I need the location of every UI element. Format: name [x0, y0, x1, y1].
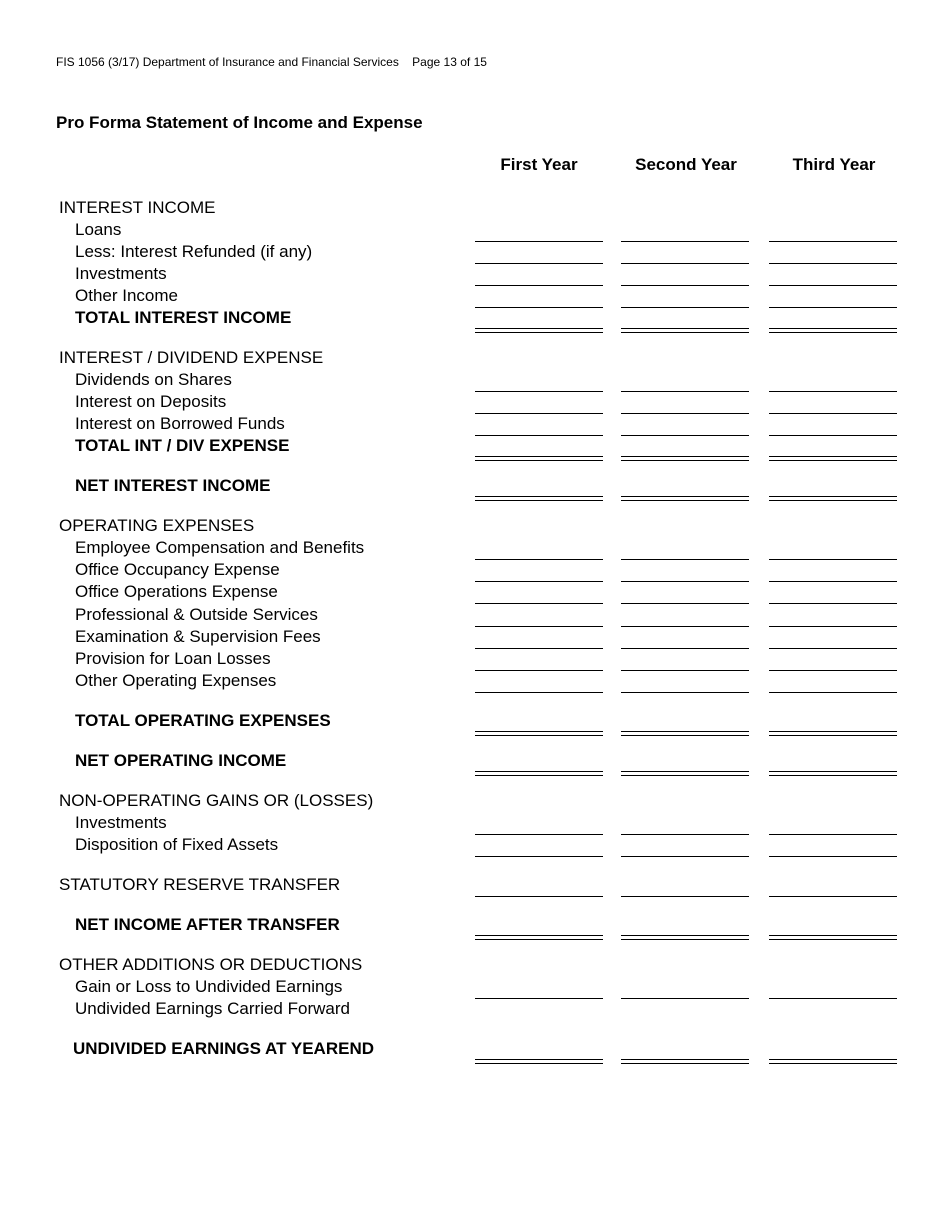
entry-line-investments-second-year[interactable]	[621, 834, 749, 835]
entry-line-investments-first-year[interactable]	[475, 834, 603, 835]
entry-line-employee-compensation-and-benefits-third-year[interactable]	[769, 559, 897, 560]
entry-line-other-operating-expenses-third-year[interactable]	[769, 692, 897, 693]
entry-line-other-income-second-year[interactable]	[621, 307, 749, 308]
entry-line-other-income-first-year[interactable]	[475, 307, 603, 308]
entry-line-total-interest-income-first-year[interactable]	[475, 328, 603, 333]
entry-line-statutory-reserve-transfer-third-year[interactable]	[769, 896, 897, 897]
entry-line-examination-supervision-fees-third-year[interactable]	[769, 648, 897, 649]
entry-line-loans-second-year[interactable]	[621, 241, 749, 242]
column-header-third-year: Third Year	[792, 155, 876, 174]
row-label-dividends-on-shares: Dividends on Shares	[75, 370, 232, 389]
entry-line-interest-on-deposits-third-year[interactable]	[769, 413, 897, 414]
entry-line-less-interest-refunded-if-any-second-year[interactable]	[621, 263, 749, 264]
entry-line-total-interest-income-second-year[interactable]	[621, 328, 749, 333]
entry-line-less-interest-refunded-if-any-third-year[interactable]	[769, 263, 897, 264]
row-label-total-interest-income: TOTAL INTEREST INCOME	[75, 308, 292, 327]
entry-line-statutory-reserve-transfer-first-year[interactable]	[475, 896, 603, 897]
entry-line-net-operating-income-second-year[interactable]	[621, 771, 749, 776]
row-label-interest-on-borrowed-funds: Interest on Borrowed Funds	[75, 414, 285, 433]
entry-line-loans-first-year[interactable]	[475, 241, 603, 242]
row-label-net-operating-income: NET OPERATING INCOME	[75, 751, 287, 770]
row-label-operating-expenses: OPERATING EXPENSES	[59, 516, 255, 535]
form-header: FIS 1056 (3/17) Department of Insurance and Financial Services Page 13 of 15	[56, 55, 487, 69]
entry-line-net-income-after-transfer-first-year[interactable]	[475, 935, 603, 940]
row-label-total-int-div-expense: TOTAL INT / DIV EXPENSE	[75, 436, 290, 455]
entry-line-total-int-div-expense-first-year[interactable]	[475, 456, 603, 461]
row-label-professional-outside-services: Professional & Outside Services	[75, 605, 318, 624]
entry-line-interest-on-borrowed-funds-first-year[interactable]	[475, 435, 603, 436]
entry-line-undivided-earnings-at-yearend-third-year[interactable]	[769, 1059, 897, 1064]
entry-line-office-operations-expense-first-year[interactable]	[475, 603, 603, 604]
entry-line-office-occupancy-expense-third-year[interactable]	[769, 581, 897, 582]
row-label-investments: Investments	[75, 813, 167, 832]
entry-line-loans-third-year[interactable]	[769, 241, 897, 242]
entry-line-total-operating-expenses-first-year[interactable]	[475, 731, 603, 736]
entry-line-undivided-earnings-at-yearend-second-year[interactable]	[621, 1059, 749, 1064]
row-label-employee-compensation-and-benefits: Employee Compensation and Benefits	[75, 538, 365, 557]
row-label-net-income-after-transfer: NET INCOME AFTER TRANSFER	[75, 915, 340, 934]
entry-line-dividends-on-shares-first-year[interactable]	[475, 391, 603, 392]
entry-line-other-operating-expenses-first-year[interactable]	[475, 692, 603, 693]
entry-line-disposition-of-fixed-assets-first-year[interactable]	[475, 856, 603, 857]
row-label-investments: Investments	[75, 264, 167, 283]
entry-line-investments-third-year[interactable]	[769, 285, 897, 286]
row-label-examination-supervision-fees: Examination & Supervision Fees	[75, 627, 321, 646]
entry-line-less-interest-refunded-if-any-first-year[interactable]	[475, 263, 603, 264]
entry-line-gain-or-loss-to-undivided-earnings-second-year[interactable]	[621, 998, 749, 999]
entry-line-undivided-earnings-at-yearend-first-year[interactable]	[475, 1059, 603, 1064]
entry-line-investments-first-year[interactable]	[475, 285, 603, 286]
row-label-office-occupancy-expense: Office Occupancy Expense	[75, 560, 280, 579]
row-label-other-additions-or-deductions: OTHER ADDITIONS OR DEDUCTIONS	[59, 955, 363, 974]
entry-line-professional-outside-services-second-year[interactable]	[621, 626, 749, 627]
entry-line-interest-on-borrowed-funds-second-year[interactable]	[621, 435, 749, 436]
entry-line-total-operating-expenses-second-year[interactable]	[621, 731, 749, 736]
row-label-net-interest-income: NET INTEREST INCOME	[75, 476, 271, 495]
entry-line-total-int-div-expense-second-year[interactable]	[621, 456, 749, 461]
entry-line-employee-compensation-and-benefits-first-year[interactable]	[475, 559, 603, 560]
entry-line-disposition-of-fixed-assets-third-year[interactable]	[769, 856, 897, 857]
row-label-interest-dividend-expense: INTEREST / DIVIDEND EXPENSE	[59, 348, 324, 367]
row-label-other-income: Other Income	[75, 286, 178, 305]
entry-line-examination-supervision-fees-second-year[interactable]	[621, 648, 749, 649]
entry-line-total-operating-expenses-third-year[interactable]	[769, 731, 897, 736]
entry-line-employee-compensation-and-benefits-second-year[interactable]	[621, 559, 749, 560]
row-label-less-interest-refunded-if-any: Less: Interest Refunded (if any)	[75, 242, 313, 261]
row-label-interest-income: INTEREST INCOME	[59, 198, 216, 217]
row-label-office-operations-expense: Office Operations Expense	[75, 582, 278, 601]
row-label-interest-on-deposits: Interest on Deposits	[75, 392, 227, 411]
entry-line-office-operations-expense-third-year[interactable]	[769, 603, 897, 604]
entry-line-professional-outside-services-third-year[interactable]	[769, 626, 897, 627]
row-label-undivided-earnings-carried-forward: Undivided Earnings Carried Forward	[75, 999, 350, 1018]
row-label-other-operating-expenses: Other Operating Expenses	[75, 671, 277, 690]
entry-line-statutory-reserve-transfer-second-year[interactable]	[621, 896, 749, 897]
row-label-gain-or-loss-to-undivided-earnings: Gain or Loss to Undivided Earnings	[75, 977, 343, 996]
entry-line-total-int-div-expense-third-year[interactable]	[769, 456, 897, 461]
entry-line-office-occupancy-expense-second-year[interactable]	[621, 581, 749, 582]
entry-line-office-occupancy-expense-first-year[interactable]	[475, 581, 603, 582]
entry-line-investments-third-year[interactable]	[769, 834, 897, 835]
entry-line-dividends-on-shares-third-year[interactable]	[769, 391, 897, 392]
row-label-non-operating-gains-or-losses: NON-OPERATING GAINS OR (LOSSES)	[59, 791, 374, 810]
column-header-first-year: First Year	[500, 155, 578, 174]
column-header-second-year: Second Year	[635, 155, 737, 174]
entry-line-total-interest-income-third-year[interactable]	[769, 328, 897, 333]
entry-line-examination-supervision-fees-first-year[interactable]	[475, 648, 603, 649]
entry-line-professional-outside-services-first-year[interactable]	[475, 626, 603, 627]
row-label-undivided-earnings-at-yearend: UNDIVIDED EARNINGS AT YEAREND	[73, 1039, 374, 1058]
row-label-disposition-of-fixed-assets: Disposition of Fixed Assets	[75, 835, 279, 854]
entry-line-interest-on-deposits-second-year[interactable]	[621, 413, 749, 414]
statement-title: Pro Forma Statement of Income and Expense	[56, 113, 423, 132]
entry-line-provision-for-loan-losses-second-year[interactable]	[621, 670, 749, 671]
row-label-provision-for-loan-losses: Provision for Loan Losses	[75, 649, 271, 668]
entry-line-net-interest-income-third-year[interactable]	[769, 496, 897, 501]
entry-line-net-operating-income-first-year[interactable]	[475, 771, 603, 776]
entry-line-net-operating-income-third-year[interactable]	[769, 771, 897, 776]
entry-line-dividends-on-shares-second-year[interactable]	[621, 391, 749, 392]
entry-line-provision-for-loan-losses-first-year[interactable]	[475, 670, 603, 671]
entry-line-disposition-of-fixed-assets-second-year[interactable]	[621, 856, 749, 857]
entry-line-net-interest-income-first-year[interactable]	[475, 496, 603, 501]
entry-line-net-interest-income-second-year[interactable]	[621, 496, 749, 501]
entry-line-office-operations-expense-second-year[interactable]	[621, 603, 749, 604]
entry-line-gain-or-loss-to-undivided-earnings-first-year[interactable]	[475, 998, 603, 999]
row-label-total-operating-expenses: TOTAL OPERATING EXPENSES	[75, 711, 331, 730]
entry-line-gain-or-loss-to-undivided-earnings-third-year[interactable]	[769, 998, 897, 999]
entry-line-interest-on-deposits-first-year[interactable]	[475, 413, 603, 414]
entry-line-interest-on-borrowed-funds-third-year[interactable]	[769, 435, 897, 436]
entry-line-net-income-after-transfer-second-year[interactable]	[621, 935, 749, 940]
row-label-loans: Loans	[75, 220, 122, 239]
entry-line-other-operating-expenses-second-year[interactable]	[621, 692, 749, 693]
entry-line-net-income-after-transfer-third-year[interactable]	[769, 935, 897, 940]
entry-line-other-income-third-year[interactable]	[769, 307, 897, 308]
row-label-statutory-reserve-transfer: STATUTORY RESERVE TRANSFER	[59, 875, 341, 894]
entry-line-investments-second-year[interactable]	[621, 285, 749, 286]
entry-line-provision-for-loan-losses-third-year[interactable]	[769, 670, 897, 671]
